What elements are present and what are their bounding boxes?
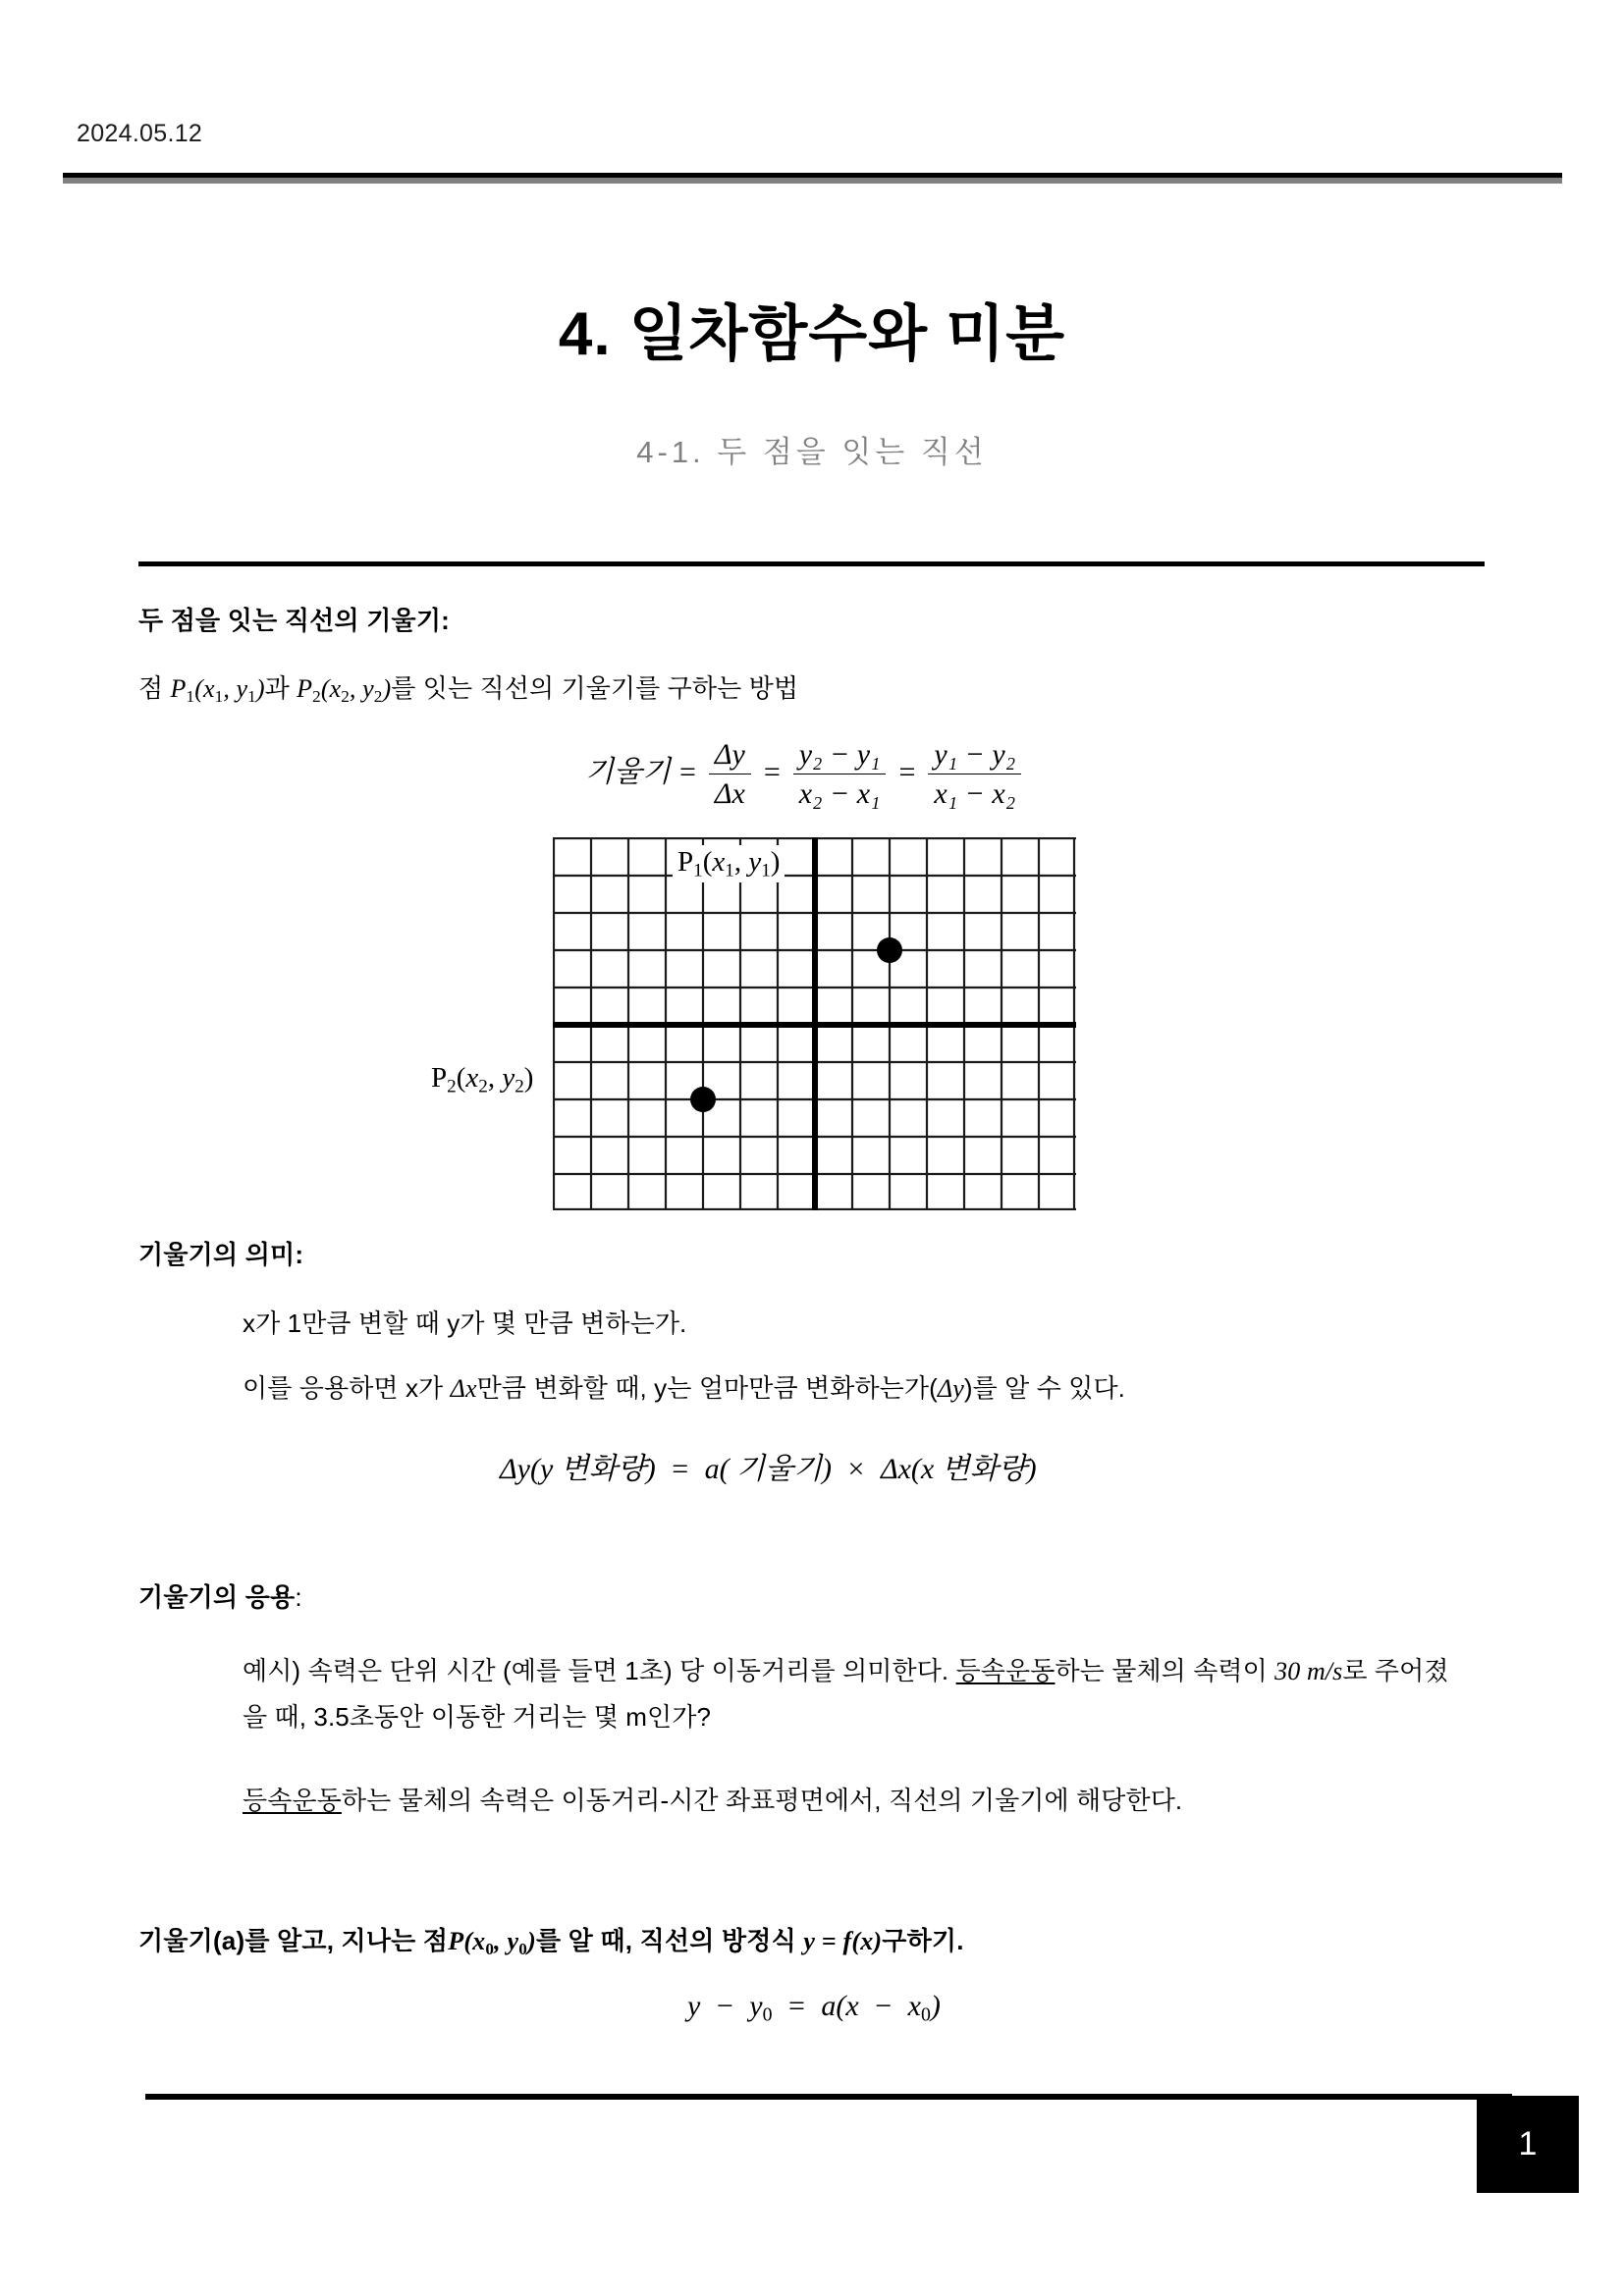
application-heading-colon: : (295, 1582, 302, 1612)
fraction-21-denominator: x₂ − x₁ (798, 777, 881, 810)
fraction-21 (793, 738, 887, 811)
heading-slope-meaning: 기울기의 의미: (138, 1240, 304, 1269)
equation-point-slope: $y - y_0 = a(x - x_0)$ (687, 1990, 941, 2026)
heading-slope: 두 점을 잇는 직선의 기울기: (138, 606, 451, 635)
point-p2-marker (690, 1087, 716, 1112)
paragraph-application-example (243, 1648, 1470, 1739)
application-2-underlined: 등속운동 (243, 1786, 342, 1815)
application-heading-text: 기울기의 응용 (138, 1582, 296, 1612)
page-subtitle: 4-1. 두 점을 잇는 직선 (636, 435, 988, 469)
slope-intro-mid: 과 (264, 673, 298, 703)
page-title (0, 285, 1624, 372)
meaning-2-c: )를 알 수 있다. (963, 1373, 1125, 1403)
page-title-text: 일차함수와 미분 (628, 300, 1066, 368)
footer-rule (145, 2094, 1512, 2100)
paragraph-slope-intro (138, 666, 798, 720)
fraction-12 (928, 738, 1021, 811)
point-p1-marker (877, 937, 902, 963)
paragraph-meaning-1: x가 1만큼 변할 때 y가 몇 만큼 변하는가. (243, 1308, 687, 1338)
section-divider (138, 561, 1485, 566)
application-1-a: 예시) 속력은 단위 시간 (예를 들면 1초) 당 이동거리를 의미한다. (243, 1656, 956, 1685)
function-notation-inline: y = f(x) (803, 1927, 883, 1955)
equation-slope-formula: 기울기 = $\frac{\Delta y}{\Delta x}$ = $\frac{\text{y₂ − y₁}}{\text{x₂ − x₁}}$ = $\frac{\text{y₁ − y₂}}{\text{x₁ − x₂}}$ (585, 738, 1025, 811)
application-2-rest: 하는 물체의 속력은 이동거리-시간 좌표평면에서, 직선의 기울기에 해당한다. (341, 1786, 1183, 1815)
slope-intro-pre: 점 (138, 673, 171, 703)
paragraph-application-conclusion (243, 1778, 1182, 1823)
point-p1-label: $P_1(x_1$, $y_1$) (673, 845, 785, 882)
delta-y-inline: Δy (937, 1374, 964, 1403)
point-p1-inline: $P_1(x_1$, $y_1$) (170, 674, 265, 706)
header-rule-gray (63, 178, 1562, 184)
equation-delta-relation: Δy(y 변화량) = a( 기울기) × Δx(x 변화량) (500, 1453, 1037, 1485)
fraction-21-numerator: y₂ − y₁ (793, 738, 887, 774)
delta-x-inline: Δx (450, 1374, 477, 1403)
point-slope-heading-b: 를 알 때, 직선의 방정식 (535, 1926, 804, 1955)
fraction-delta (709, 738, 751, 811)
slope-intro-post: 를 잇는 직선의 기울기를 구하는 방법 (391, 673, 799, 703)
heading-point-slope (138, 1921, 964, 1959)
paragraph-meaning-2 (243, 1365, 1125, 1412)
heading-slope-application (138, 1577, 302, 1614)
equation-slope-label: 기울기 (585, 755, 671, 788)
application-1-c: 로 주어졌을 때, 3.5초동안 이동한 거리는 몇 m인가? (243, 1656, 1449, 1732)
axis-lines (553, 837, 1076, 1210)
point-p2-inline: $P_2(x_2$, $y_2$) (297, 674, 392, 706)
point-p0-inline: $P(x_0$, $y_0$) (448, 1927, 536, 1958)
application-1-b: 하는 물체의 속력이 (1055, 1656, 1275, 1685)
fraction-12-denominator: x₁ − x₂ (934, 777, 1016, 810)
point-slope-heading-c: 구하기. (882, 1926, 964, 1955)
header-rule (63, 173, 1562, 184)
point-p2-label: $P_2(x_2$, $y_2$) (426, 1061, 538, 1098)
meaning-2-a: 이를 응용하면 x가 (243, 1373, 451, 1403)
header-date: 2024.05.12 (77, 120, 203, 147)
page-number-badge: 1 (1477, 2096, 1579, 2193)
speed-value: 30 m/s (1274, 1657, 1343, 1685)
point-slope-heading-a: 기울기(a)를 알고, 지나는 점 (138, 1926, 449, 1955)
coordinate-plane-svg (553, 837, 1076, 1210)
coordinate-plane-figure (431, 837, 1076, 1210)
fraction-delta-denominator: Δx (714, 777, 745, 810)
application-1-underlined: 등속운동 (955, 1656, 1056, 1685)
page-title-number: 4. (558, 300, 612, 368)
fraction-delta-numerator: Δy (709, 738, 751, 774)
fraction-12-numerator: y₁ − y₂ (928, 738, 1021, 774)
meaning-2-b: 만큼 변화할 때, y는 얼마만큼 변화하는가( (476, 1373, 938, 1403)
